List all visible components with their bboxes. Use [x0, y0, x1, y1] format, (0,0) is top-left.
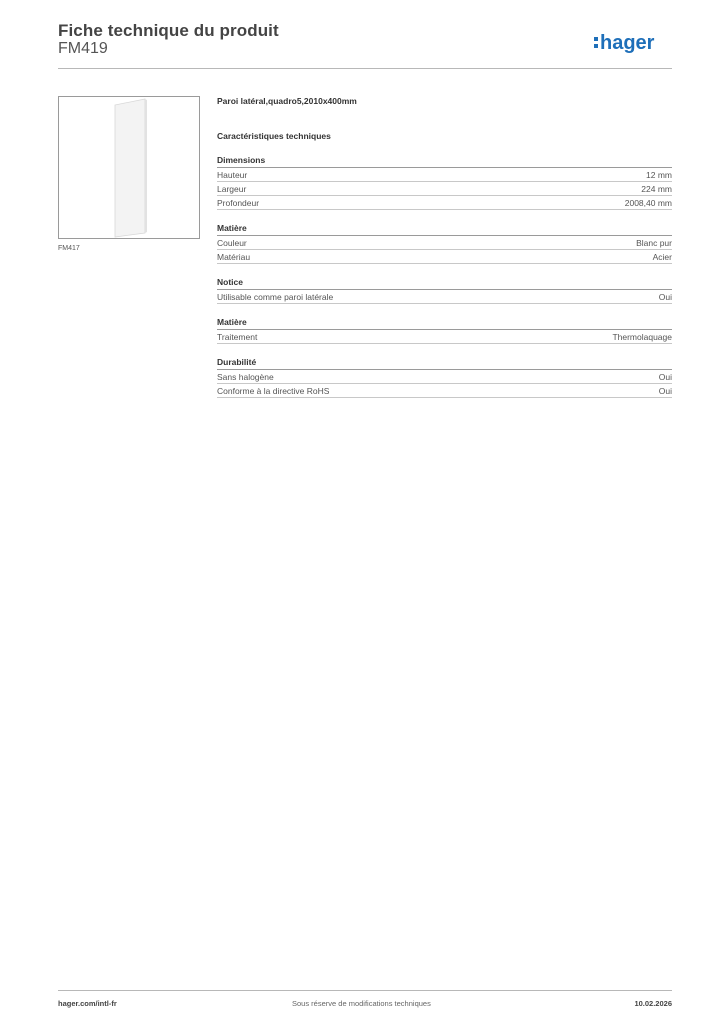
product-image-frame	[58, 96, 200, 239]
spec-label: Traitement	[217, 332, 258, 342]
spec-label: Utilisable comme paroi latérale	[217, 292, 334, 302]
section-title: Dimensions	[217, 155, 672, 168]
spec-value: 12 mm	[646, 170, 672, 180]
spec-value: Acier	[652, 252, 672, 262]
section-notice	[217, 277, 672, 304]
footer-website: hager.com/intl-fr	[58, 999, 117, 1008]
spec-value: Oui	[658, 372, 672, 382]
page-title: Fiche technique du produit	[58, 21, 279, 40]
spec-row	[217, 168, 672, 182]
spec-row	[217, 250, 672, 264]
footer-date: 10.02.2026	[634, 999, 672, 1008]
side-panel-image	[59, 97, 199, 238]
section-title: Matière	[217, 223, 672, 236]
spec-row	[217, 196, 672, 210]
spec-row	[217, 182, 672, 196]
spec-row	[217, 384, 672, 398]
spec-heading: Caractéristiques techniques	[217, 131, 331, 141]
spec-row	[217, 370, 672, 384]
spec-value: Thermolaquage	[612, 332, 672, 342]
spec-value: Oui	[658, 292, 672, 302]
spec-row	[217, 290, 672, 304]
spec-label: Largeur	[217, 184, 247, 194]
spec-label: Couleur	[217, 238, 247, 248]
spec-label: Profondeur	[217, 198, 260, 208]
spec-label: Hauteur	[217, 170, 248, 180]
section-traitement	[217, 317, 672, 344]
hager-logo	[594, 28, 674, 58]
section-dimensions	[217, 155, 672, 210]
section-title: Durabilité	[217, 357, 672, 370]
spec-value: 224 mm	[641, 184, 672, 194]
spec-value: Blanc pur	[636, 238, 672, 248]
section-title: Matière	[217, 317, 672, 330]
section-durabilite	[217, 357, 672, 398]
section-title: Notice	[217, 277, 672, 290]
logo-text: hager	[600, 32, 655, 54]
spec-label: Conforme à la directive RoHS	[217, 386, 330, 396]
spec-label: Sans halogène	[217, 372, 274, 382]
spec-row	[217, 236, 672, 250]
product-reference: FM419	[58, 40, 108, 57]
image-caption: FM417	[58, 245, 80, 252]
spec-label: Matériau	[217, 252, 251, 262]
product-title: Paroi latéral,quadro5,2010x400mm	[217, 96, 357, 106]
header-divider	[58, 68, 672, 69]
spec-value: Oui	[658, 386, 672, 396]
spec-content	[217, 95, 672, 398]
section-matiere	[217, 223, 672, 264]
spec-value: 2008,40 mm	[624, 198, 672, 208]
spec-row	[217, 330, 672, 344]
footer-divider	[58, 990, 672, 991]
footer-disclaimer: Sous réserve de modifications techniques	[292, 999, 431, 1008]
